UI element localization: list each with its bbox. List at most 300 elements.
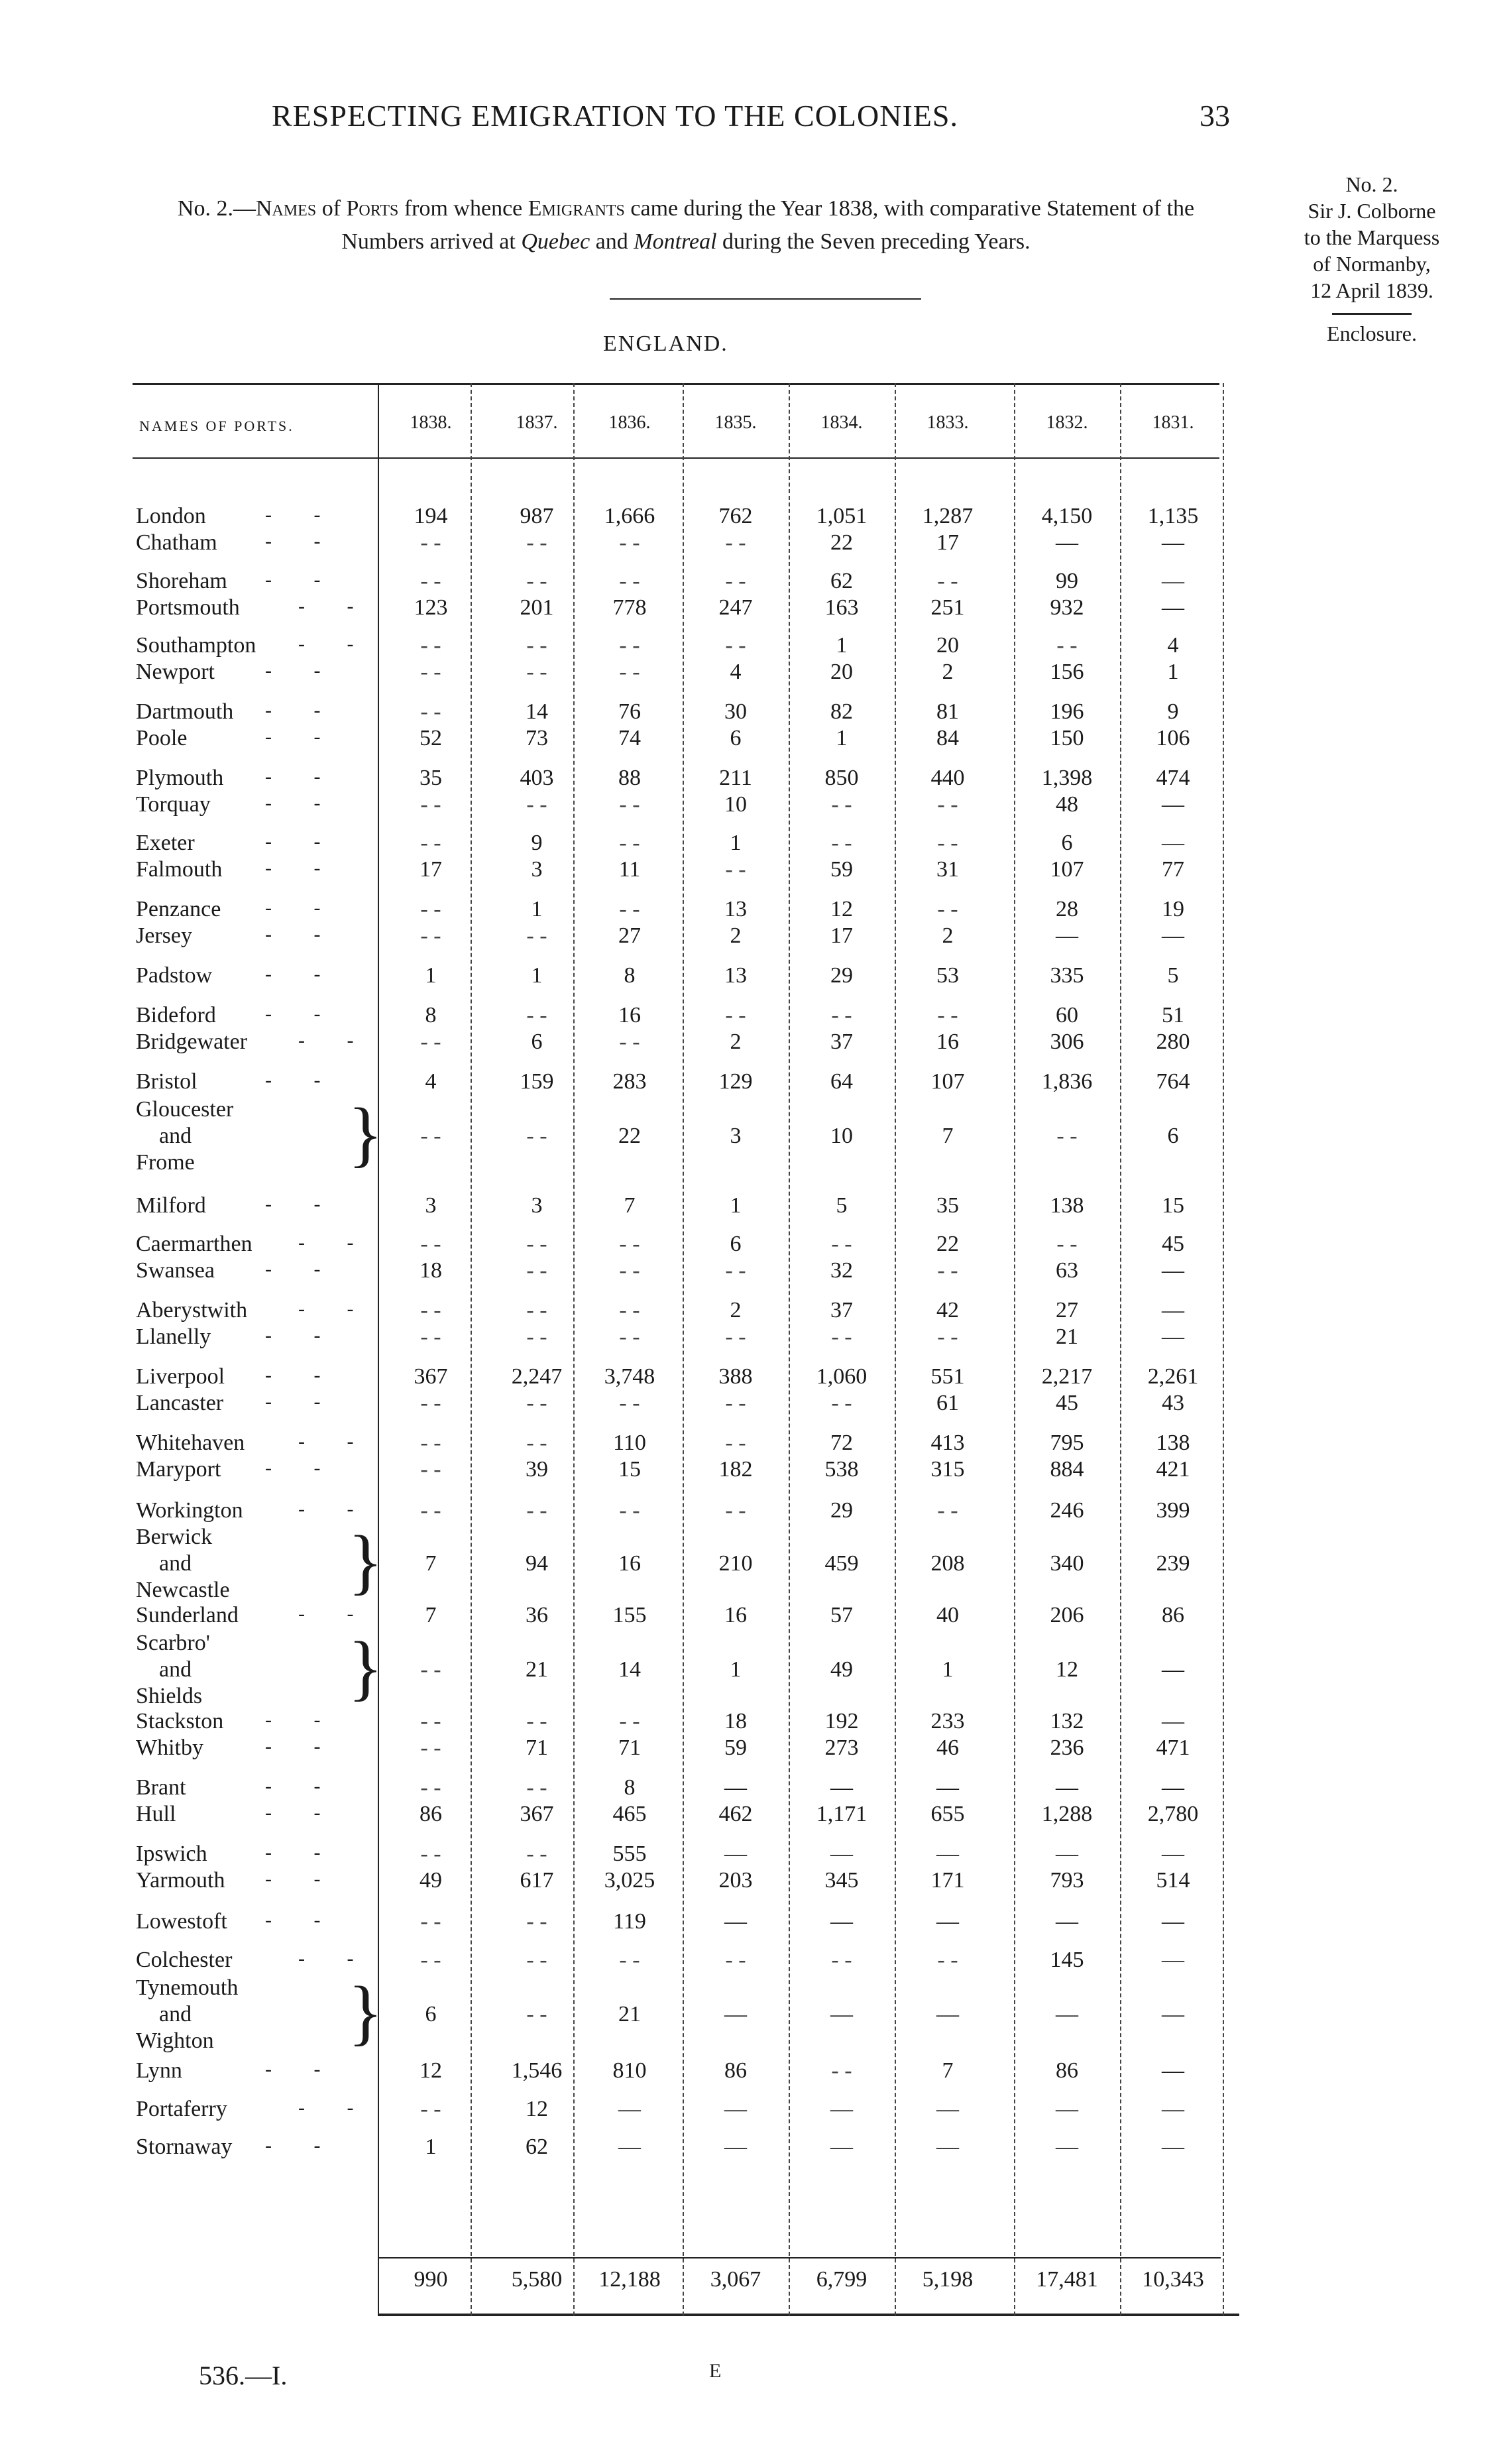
table-cell: 22 [830, 530, 853, 555]
port-name: Lowestoft [136, 1909, 227, 1934]
table-cell: - - [619, 569, 640, 593]
total-cell: 12,188 [598, 2267, 661, 2292]
table-cell: - - [420, 897, 441, 921]
leader-dashes: - - [298, 1498, 372, 1520]
table-cell: 138 [1156, 1431, 1190, 1455]
table-cell: - - [619, 1948, 640, 1972]
table-cell: 3 [425, 1193, 437, 1218]
table-cell: 86 [1162, 1603, 1184, 1627]
page-number: 33 [1200, 99, 1230, 133]
year-header: 1838. [410, 412, 452, 433]
table-cell: — [1162, 530, 1184, 555]
table-cell: — [1056, 2135, 1078, 2159]
leader-dashes: - - [265, 530, 339, 552]
table-cell: 1,546 [511, 2058, 563, 2083]
table-cell: 251 [930, 595, 965, 620]
table-cell: - - [526, 923, 547, 948]
caption-quebec: Quebec [521, 229, 590, 254]
table-cell: - - [725, 1258, 746, 1283]
port-name: Dartmouth [136, 699, 234, 724]
table-cell: - - [1056, 1232, 1078, 1256]
leader-dashes: - - [265, 504, 339, 526]
table-cell: - - [831, 792, 852, 817]
table-cell: - - [725, 1003, 746, 1027]
table-cell: 474 [1156, 766, 1190, 790]
port-name: Liverpool [136, 1364, 225, 1389]
table-cell: - - [526, 1324, 547, 1349]
table-cell: 8 [624, 1775, 636, 1800]
leader-dashes: - - [265, 1709, 339, 1731]
table-cell: 19 [1162, 897, 1184, 921]
table-cell: 10 [724, 792, 747, 817]
table-cell: 1,287 [922, 504, 974, 528]
table-cell: - - [619, 1391, 640, 1415]
table-cell: - - [420, 660, 441, 684]
table-cell: 45 [1056, 1391, 1078, 1415]
caption-prefix: No. 2.— [177, 196, 256, 221]
table-cell: - - [937, 831, 958, 855]
table-cell: 335 [1050, 963, 1084, 988]
table-cell: 6 [425, 2002, 437, 2026]
table-cell: 1 [730, 1657, 742, 1682]
table-cell: 987 [520, 504, 554, 528]
table-cell: 12 [526, 2097, 548, 2121]
table-cell: 306 [1050, 1029, 1084, 1054]
port-name: Hull [136, 1802, 176, 1826]
leader-dashes: - - [265, 923, 339, 945]
table-cell: — [830, 2002, 853, 2026]
table-cell: 3,025 [604, 1868, 655, 1893]
leader-dashes: - - [298, 1298, 372, 1320]
table-cell: 88 [618, 766, 641, 790]
table-cell: 81 [936, 699, 959, 724]
port-name: Newport [136, 660, 215, 684]
margin-note-rule [1332, 313, 1412, 315]
table-cell: 2,261 [1147, 1364, 1199, 1389]
port-name: Bridgewater [136, 1029, 248, 1054]
port-name: Whitby [136, 1735, 203, 1760]
port-name: Aberystwith [136, 1298, 248, 1322]
table-cell: - - [420, 2097, 441, 2121]
table-cell: - - [619, 660, 640, 684]
table-cell: — [1162, 2058, 1184, 2083]
table-cell: - - [420, 1124, 441, 1148]
table-cell: - - [831, 1003, 852, 1027]
table-cell: 551 [930, 1364, 965, 1389]
table-cell: 2,247 [511, 1364, 563, 1389]
margin-note-line4: of Normanby, [1313, 252, 1431, 276]
table-cell: 156 [1050, 660, 1084, 684]
brace-icon: } [348, 1093, 383, 1174]
table-cell: 6 [1061, 831, 1073, 855]
table-cell: 7 [624, 1193, 636, 1218]
table-cell: 82 [830, 699, 853, 724]
table-cell: 555 [612, 1842, 647, 1866]
table-cell: - - [831, 1324, 852, 1349]
table-cell: — [1162, 923, 1184, 948]
port-name: Ipswich [136, 1842, 207, 1866]
table-cell: - - [420, 633, 441, 658]
table-cell: 22 [936, 1232, 959, 1256]
table-cell: 119 [613, 1909, 646, 1934]
table-cell: — [936, 2135, 959, 2159]
table-cell: - - [526, 1775, 547, 1800]
table-cell: - - [725, 569, 746, 593]
table-cell: - - [526, 660, 547, 684]
table-cell: 48 [1056, 792, 1078, 817]
table-rule-header [133, 457, 1219, 459]
table-cell: - - [420, 831, 441, 855]
table-cell: 850 [824, 766, 859, 790]
table-cell: - - [420, 1948, 441, 1972]
table-cell: 21 [618, 2002, 641, 2026]
caption-rest1: came during the Year 1838, with comparative Statement of the Numbers arrived at [341, 196, 1195, 254]
table-cell: - - [725, 633, 746, 658]
table-cell: — [1162, 595, 1184, 620]
table-cell: 31 [936, 857, 959, 882]
table-cell: 2 [730, 923, 742, 948]
port-name: Lynn [136, 2058, 182, 2083]
table-cell: - - [526, 1003, 547, 1027]
table-cell: — [830, 2097, 853, 2121]
table-cell: 4 [1167, 633, 1179, 658]
table-cell: — [1162, 2002, 1184, 2026]
table-cell: 138 [1050, 1193, 1084, 1218]
total-cell: 6,799 [816, 2267, 867, 2292]
table-cell: 22 [618, 1124, 641, 1148]
table-cell: — [618, 2135, 641, 2159]
table-cell: 13 [724, 897, 747, 921]
table-cell: - - [526, 1948, 547, 1972]
table-cell: 46 [936, 1735, 959, 1760]
table-cell: 7 [942, 2058, 954, 2083]
table-cell: 27 [618, 923, 641, 948]
table-cell: - - [725, 857, 746, 882]
table-cell: - - [619, 897, 640, 921]
table-cell: 8 [624, 963, 636, 988]
table-cell: 315 [930, 1457, 965, 1482]
table-cell: - - [619, 831, 640, 855]
table-cell: - - [619, 1498, 640, 1523]
table-cell: 1,836 [1041, 1069, 1093, 1094]
caption-ports: Ports [346, 196, 399, 221]
port-name-conjunction: and [159, 1124, 192, 1148]
table-cell: - - [937, 1498, 958, 1523]
table-cell: 14 [526, 699, 548, 724]
leader-dashes: - - [265, 1868, 339, 1890]
year-header: 1836. [608, 412, 651, 433]
leader-dashes: - - [298, 633, 372, 655]
table-cell: - - [1056, 1124, 1078, 1148]
table-cell: 15 [618, 1457, 641, 1482]
table-cell: 106 [1156, 726, 1190, 750]
table-cell: - - [420, 1775, 441, 1800]
table-cell: 52 [420, 726, 442, 750]
table-cell: - - [937, 1003, 958, 1027]
table-cell: 1 [531, 963, 543, 988]
table-cell: — [618, 2097, 641, 2121]
table-rule-bottom [378, 2314, 1239, 2316]
total-cell: 5,198 [922, 2267, 974, 2292]
table-cell: 4,150 [1041, 504, 1093, 528]
year-header: 1835. [714, 412, 757, 433]
port-name: Caermarthen [136, 1232, 252, 1256]
table-cell: - - [619, 1324, 640, 1349]
table-cell: 64 [830, 1069, 853, 1094]
table-rule-top [133, 383, 1219, 385]
table-cell: 762 [718, 504, 753, 528]
table-cell: — [1162, 1842, 1184, 1866]
leader-dashes: - - [265, 569, 339, 591]
table-rule-total [378, 2257, 1221, 2259]
port-name: Bristol [136, 1069, 197, 1094]
total-cell: 17,481 [1036, 2267, 1098, 2292]
table-cell: 367 [414, 1364, 448, 1389]
table-cell: 16 [618, 1003, 641, 1027]
table-cell: - - [526, 1709, 547, 1733]
table-cell: 9 [1167, 699, 1179, 724]
table-cell: - - [420, 1431, 441, 1455]
port-name: Shields [136, 1684, 203, 1708]
table-cell: 203 [718, 1868, 753, 1893]
table-cell: - - [526, 1391, 547, 1415]
table-cell: - - [619, 1298, 640, 1322]
table-cell: 57 [830, 1603, 853, 1627]
table-cell: 2,780 [1147, 1802, 1199, 1826]
table-cell: 7 [425, 1551, 437, 1576]
table-cell: — [830, 2135, 853, 2159]
table-cell: 795 [1050, 1431, 1084, 1455]
table-cell: 35 [420, 766, 442, 790]
table-cell: — [1056, 1842, 1078, 1866]
table-cell: 884 [1050, 1457, 1084, 1482]
table-cell: — [724, 1775, 747, 1800]
leader-dashes: - - [265, 1457, 339, 1479]
table-cell: 63 [1056, 1258, 1078, 1283]
table-cell: 35 [936, 1193, 959, 1218]
table-cell: 462 [718, 1802, 753, 1826]
leader-dashes: - - [265, 1193, 339, 1215]
port-name: Tynemouth [136, 1975, 239, 2000]
table-cell: — [1162, 2097, 1184, 2121]
leader-dashes: - - [265, 831, 339, 852]
total-cell: 3,067 [710, 2267, 761, 2292]
table-cell: 182 [718, 1457, 753, 1482]
table-cell: 1,051 [816, 504, 867, 528]
table-cell: 1 [836, 633, 848, 658]
table-cell: 150 [1050, 726, 1084, 750]
table-cell: — [724, 1909, 747, 1934]
table-cell: - - [420, 1391, 441, 1415]
caption-of: of [316, 196, 347, 221]
table-cell: — [1162, 1657, 1184, 1682]
leader-dashes: - - [298, 595, 372, 617]
table-cell: 123 [414, 595, 448, 620]
table-cell: 14 [618, 1657, 641, 1682]
table-cell: — [724, 2135, 747, 2159]
table-cell: 233 [930, 1709, 965, 1733]
leader-dashes: - - [265, 1069, 339, 1091]
table-cell: 86 [1056, 2058, 1078, 2083]
table-cell: 42 [936, 1298, 959, 1322]
leader-dashes: - - [265, 1775, 339, 1797]
table-cell: 440 [930, 766, 965, 790]
port-name: Llanelly [136, 1324, 211, 1349]
table-cell: - - [526, 1258, 547, 1283]
table-cell: - - [619, 1258, 640, 1283]
table-cell: 5 [836, 1193, 848, 1218]
table-cell: 20 [936, 633, 959, 658]
table-cell: 3 [531, 857, 543, 882]
table-cell: - - [725, 530, 746, 555]
table-cell: 3 [730, 1124, 742, 1148]
table-cell: 6 [531, 1029, 543, 1054]
brace-icon: } [348, 1521, 383, 1602]
table-cell: - - [526, 1498, 547, 1523]
table-cell: 4 [425, 1069, 437, 1094]
table-cell: - - [831, 1948, 852, 1972]
table-cell: 280 [1156, 1029, 1190, 1054]
table-cell: 1,171 [816, 1802, 867, 1826]
leader-dashes: - - [298, 2097, 372, 2119]
table-cell: 1 [942, 1657, 954, 1682]
table-cell: - - [420, 1029, 441, 1054]
table-cell: 1,398 [1041, 766, 1093, 790]
leader-dashes: - - [265, 1735, 339, 1757]
table-cell: 7 [425, 1603, 437, 1627]
table-cell: 53 [936, 963, 959, 988]
table-cell: — [1162, 1258, 1184, 1283]
table-cell: 5 [1167, 963, 1179, 988]
table-cell: 236 [1050, 1735, 1084, 1760]
port-name: London [136, 504, 206, 528]
margin-note-line3: to the Marquess [1304, 225, 1440, 249]
table-cell: 51 [1162, 1003, 1184, 1027]
leader-dashes: - - [265, 1258, 339, 1280]
table-cell: — [1162, 1948, 1184, 1972]
margin-note-line2: Sir J. Colborne [1308, 199, 1436, 223]
table-cell: 28 [1056, 897, 1078, 921]
table-cell: 247 [718, 595, 753, 620]
port-name: Yarmouth [136, 1868, 225, 1893]
table-cell: 16 [724, 1603, 747, 1627]
table-cell: — [936, 2002, 959, 2026]
caption-and: and [590, 229, 634, 254]
leader-dashes: - - [265, 660, 339, 681]
table-cell: - - [420, 699, 441, 724]
table-cell: 208 [930, 1551, 965, 1576]
table-cell: 145 [1050, 1948, 1084, 1972]
table-cell: — [1056, 923, 1078, 948]
table-cell: — [1162, 569, 1184, 593]
table-cell: 39 [526, 1457, 548, 1482]
table-cell: 1 [531, 897, 543, 921]
port-name: Stornaway [136, 2135, 233, 2159]
table-cell: 8 [425, 1003, 437, 1027]
port-name: Portaferry [136, 2097, 227, 2121]
table-cell: — [1056, 2097, 1078, 2121]
table-cell: - - [725, 1324, 746, 1349]
table-cell: 71 [526, 1735, 548, 1760]
table-cell: 16 [618, 1551, 641, 1576]
table-cell: 655 [930, 1802, 965, 1826]
table-cell: - - [937, 1258, 958, 1283]
table-cell: - - [937, 1948, 958, 1972]
table-cell: - - [526, 1298, 547, 1322]
table-cell: 60 [1056, 1003, 1078, 1027]
table-cell: 1 [836, 726, 848, 750]
table-cell: 459 [824, 1551, 859, 1576]
port-name: Maryport [136, 1457, 221, 1482]
table-cell: — [1056, 530, 1078, 555]
table-cell: 6 [730, 726, 742, 750]
table-cell: — [1162, 1324, 1184, 1349]
port-name: Swansea [136, 1258, 215, 1283]
table-cell: - - [526, 530, 547, 555]
table-cell: 2 [730, 1298, 742, 1322]
table-cell: - - [619, 1709, 640, 1733]
table-cell: 29 [830, 963, 853, 988]
table-cell: - - [420, 569, 441, 593]
leader-dashes: - - [265, 766, 339, 788]
table-cell: 17 [830, 923, 853, 948]
table-cell: 84 [936, 726, 959, 750]
port-name: Newcastle [136, 1578, 230, 1602]
table-cell: 12 [830, 897, 853, 921]
table-cell: 36 [526, 1603, 548, 1627]
table-cell: - - [526, 1842, 547, 1866]
port-name: Brant [136, 1775, 186, 1800]
table-cell: 246 [1050, 1498, 1084, 1523]
table-cell: - - [1056, 633, 1078, 658]
table-cell: 283 [612, 1069, 647, 1094]
port-name: Frome [136, 1150, 195, 1175]
table-cell: — [936, 1842, 959, 1866]
table-cell: 345 [824, 1868, 859, 1893]
table-cell: - - [420, 1298, 441, 1322]
table-cell: - - [420, 530, 441, 555]
footer-code: 536.—I. [199, 2361, 288, 2390]
table-cell: — [724, 1842, 747, 1866]
table-cell: 793 [1050, 1868, 1084, 1893]
table-cell: 194 [414, 504, 448, 528]
table-cell: — [1162, 1298, 1184, 1322]
port-name: Stackston [136, 1709, 224, 1733]
table-cell: 465 [612, 1802, 647, 1826]
table-cell: 764 [1156, 1069, 1190, 1094]
table-cell: 211 [719, 766, 752, 790]
leader-dashes: - - [265, 1003, 339, 1025]
table-cell: 514 [1156, 1868, 1190, 1893]
table-cell: 2,217 [1041, 1364, 1093, 1389]
table-cell: 17 [936, 530, 959, 555]
port-name: Penzance [136, 897, 221, 921]
table-cell: 99 [1056, 569, 1078, 593]
table-cell: - - [526, 2002, 547, 2026]
table-cell: - - [619, 633, 640, 658]
table-cell: 273 [824, 1735, 859, 1760]
table-cell: 617 [520, 1868, 554, 1893]
table-cell: — [1162, 1709, 1184, 1733]
year-header: 1831. [1152, 412, 1194, 433]
table-cell: - - [420, 1232, 441, 1256]
table-cell: 40 [936, 1603, 959, 1627]
leader-dashes: - - [265, 1324, 339, 1346]
table-cell: 340 [1050, 1551, 1084, 1576]
margin-note-line1: No. 2. [1345, 172, 1398, 196]
port-name: Chatham [136, 530, 217, 555]
table-cell: - - [831, 2058, 852, 2083]
